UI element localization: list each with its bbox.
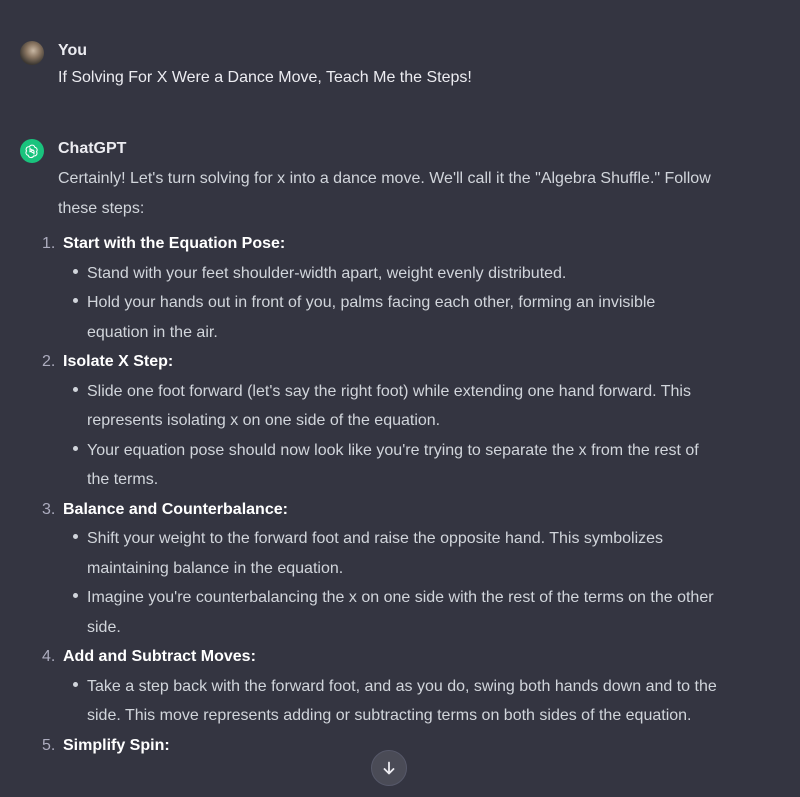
assistant-intro: Certainly! Let's turn solving for x into a dance move. We'll call it the "Algebra Shuffle." Follow these steps:	[58, 170, 711, 217]
step-bullets	[63, 524, 718, 642]
step-title: Add and Subtract Moves:	[63, 648, 256, 665]
step-number: 5.	[42, 736, 56, 754]
user-avatar	[20, 41, 44, 65]
bullet-item: Your equation pose should now look like you're trying to separate the x from the rest of the terms.	[87, 436, 718, 495]
bullet-item: Imagine you're counterbalancing the x on one side with the rest of the terms on the other side.	[87, 583, 718, 642]
user-author-name: You	[58, 42, 88, 59]
step-number: 1.	[42, 235, 56, 252]
chatgpt-logo-icon	[20, 139, 44, 163]
step-title: Start with the Equation Pose:	[63, 235, 286, 252]
bullet-item: Shift your weight to the forward foot and raise the opposite hand. This symbolizes maintaining balance in the equation.	[87, 524, 718, 583]
arrow-down-icon	[381, 760, 397, 776]
step-number: 3.	[42, 500, 56, 518]
assistant-author-name: ChatGPT	[58, 140, 127, 157]
step-title: Simplify Spin:	[63, 736, 170, 754]
step-item	[42, 642, 718, 731]
step-title: Balance and Counterbalance:	[63, 500, 288, 518]
user-message-text: If Solving For X Were a Dance Move, Teach Me the Steps!	[58, 69, 472, 86]
step-bullets	[63, 377, 718, 495]
step-bullets	[63, 259, 718, 348]
step-item	[42, 229, 718, 347]
step-bullets	[63, 672, 718, 731]
step-title: Isolate X Step:	[63, 353, 174, 370]
bullet-item: Hold your hands out in front of you, palms facing each other, forming an invisible equation in the air.	[87, 288, 718, 347]
bullet-item: Slide one foot forward (let's say the right foot) while extending one hand forward. This represents isolating x on one side of the equation.	[87, 377, 718, 436]
step-number: 2.	[42, 353, 56, 370]
step-item	[42, 495, 718, 643]
step-item	[42, 347, 718, 495]
bullet-item: Stand with your feet shoulder-width apart, weight evenly distributed.	[87, 259, 718, 289]
assistant-message-body	[42, 164, 718, 760]
steps-list	[42, 229, 718, 760]
step-number: 4.	[42, 648, 56, 665]
scroll-to-bottom-button[interactable]	[371, 750, 407, 786]
bullet-item: Take a step back with the forward foot, and as you do, swing both hands down and to the side. This move represents adding or subtracting terms on both sides of the equation.	[87, 672, 718, 731]
